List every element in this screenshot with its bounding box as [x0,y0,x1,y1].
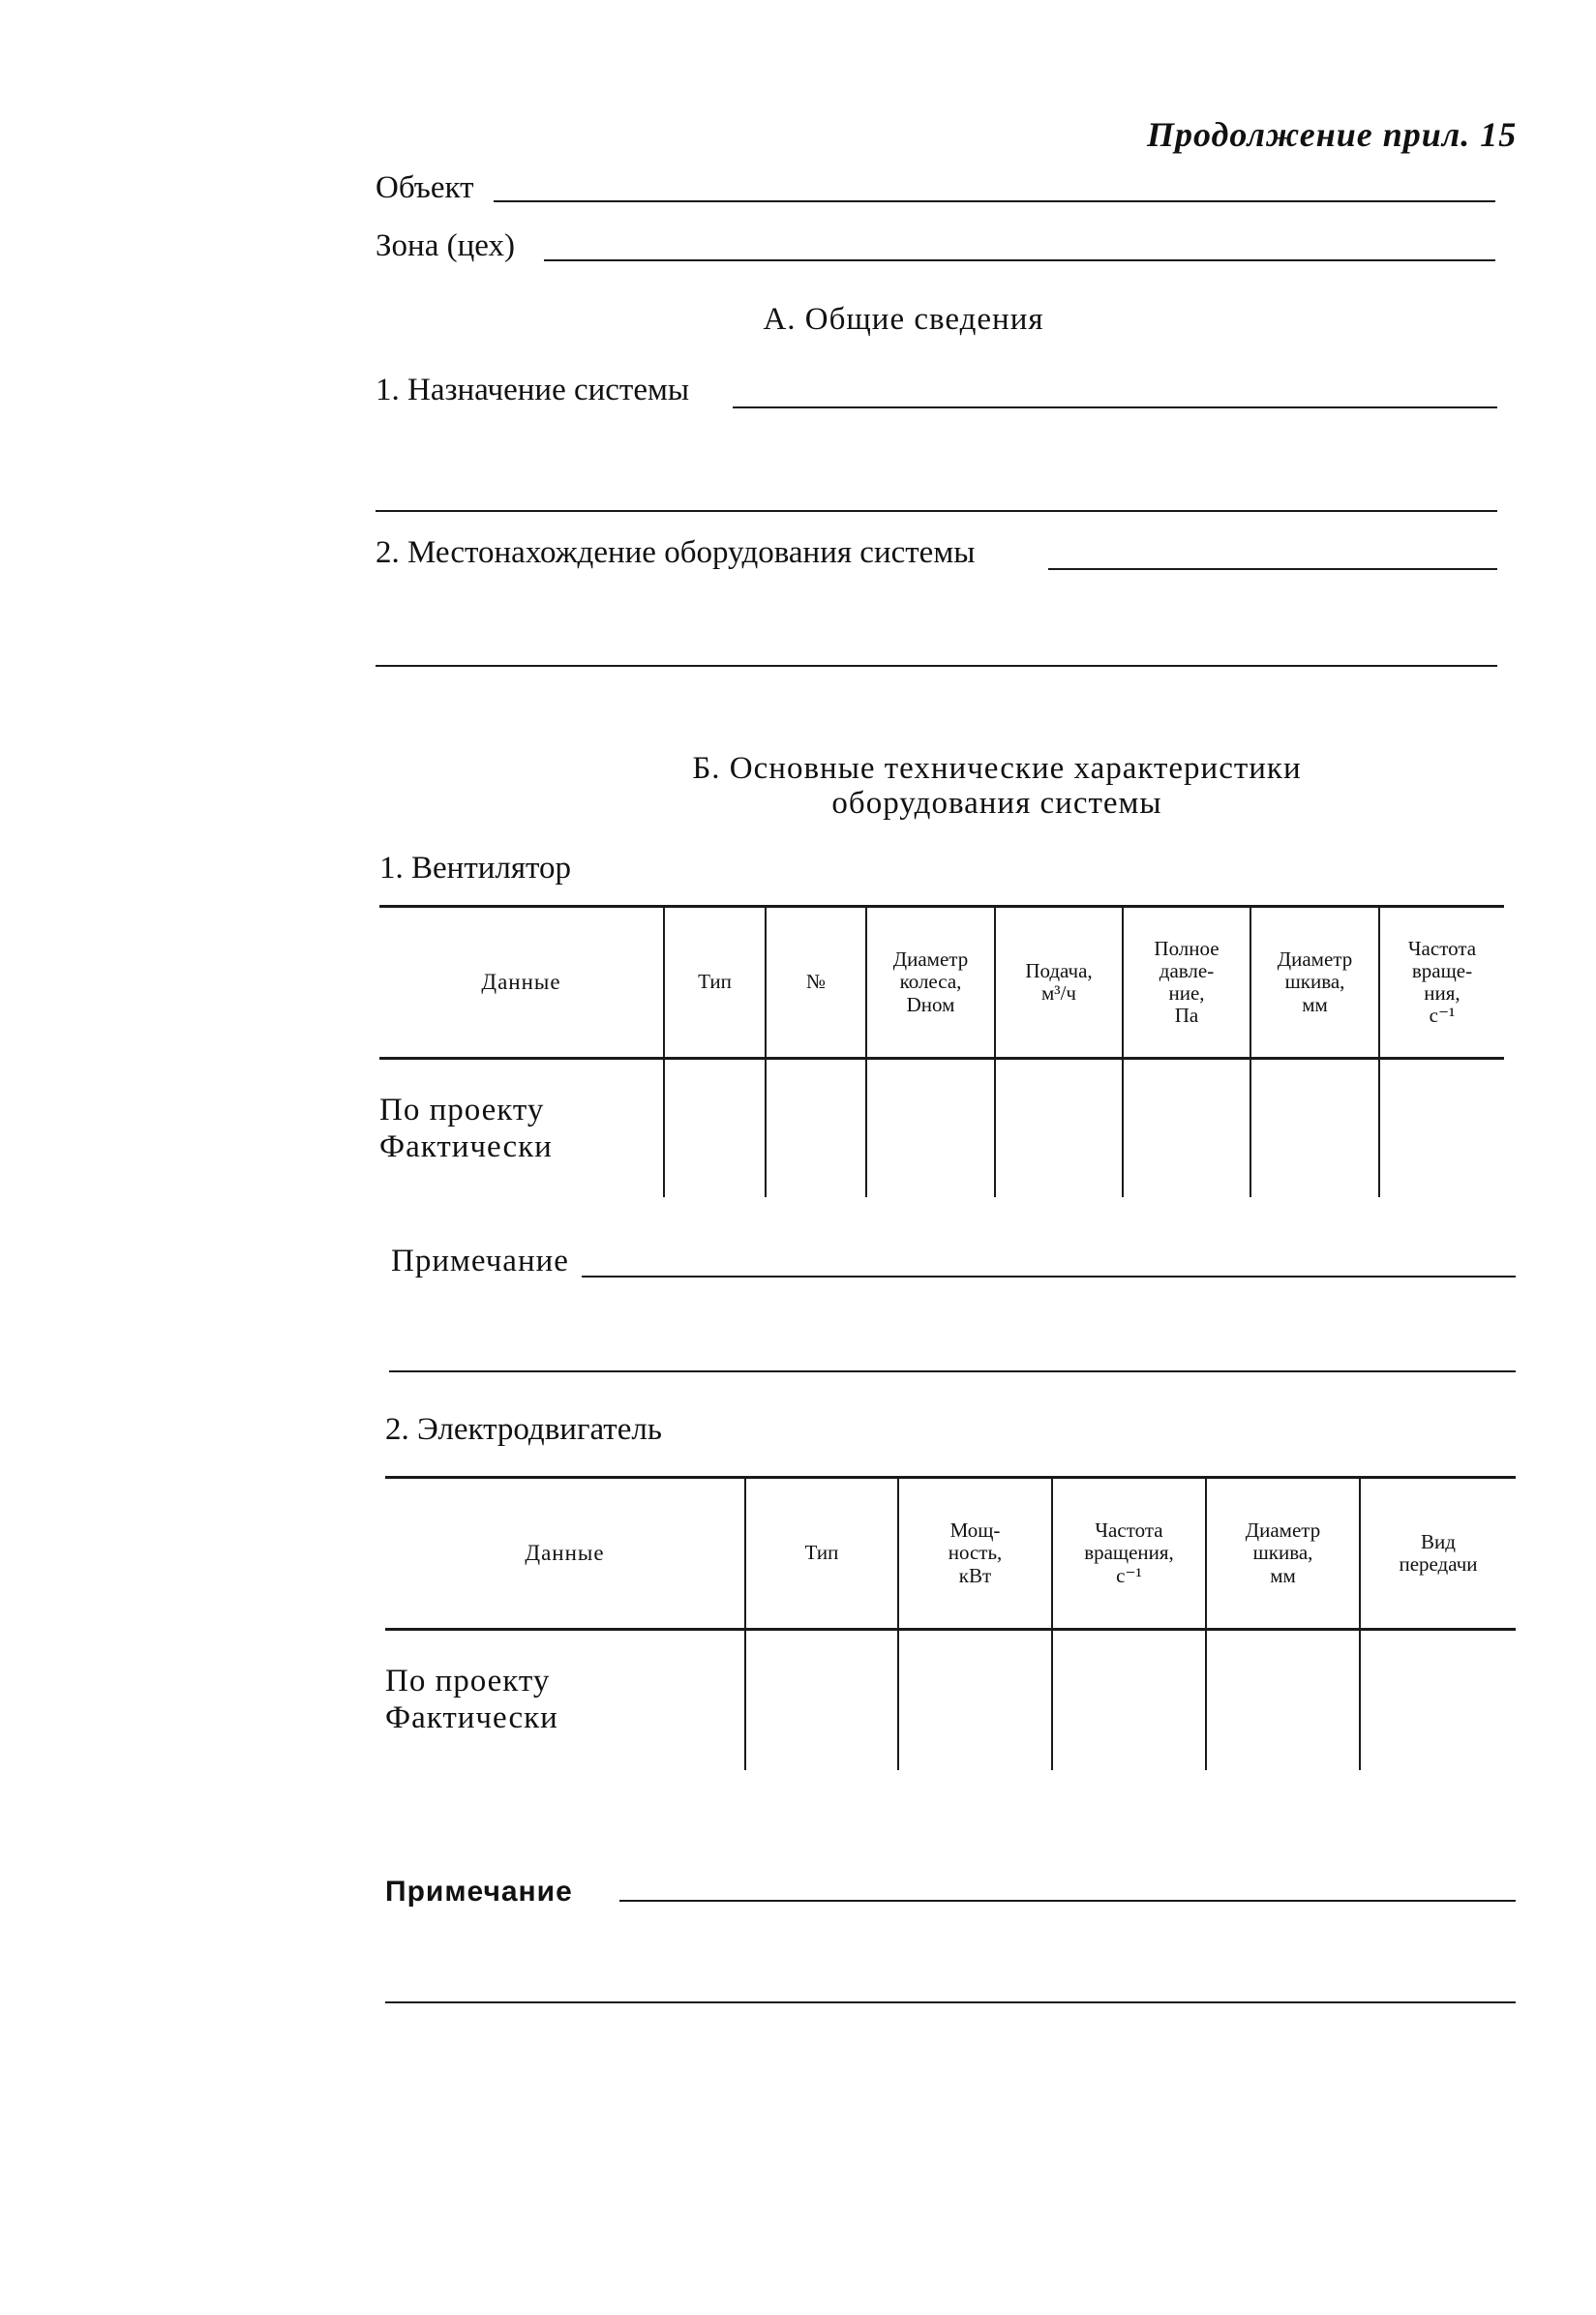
motor-col-type-line: Тип [804,1541,839,1565]
purpose-field-line[interactable] [733,406,1497,408]
motor-cell-pulley-diameter[interactable] [1206,1630,1360,1770]
location-field-line-2[interactable] [376,665,1497,667]
motor-row-by-project: По проекту [385,1664,551,1699]
fan-table [379,905,1504,1197]
section-b-title-line-1: Б. Основные технические характеристики [692,751,1302,786]
fan-col-data [379,907,664,1059]
motor-col-power-line: кВт [958,1563,992,1587]
continuation-note: Продолжение прил. 15 [1147,115,1518,154]
fan-col-flow-line: Подача, [1025,958,1093,982]
motor-col-transmission-line: передачи [1399,1552,1478,1576]
motor-col-transmission [1360,1478,1516,1630]
fan-note-label: Примечание [391,1244,569,1278]
motor-col-data [385,1478,745,1630]
zone-label: Зона (цех) [376,228,515,263]
fan-col-pulley-diameter-line: Диаметр [1277,947,1353,972]
motor-cell-rotation[interactable] [1052,1630,1206,1770]
fan-col-pressure-line: давле- [1159,958,1215,982]
fan-header-row [379,907,1504,1059]
motor-title: 2. Электродвигатель [385,1412,662,1447]
fan-col-wheel-diameter-line: Dном [906,992,955,1016]
motor-col-data-line: Данные [525,1541,605,1566]
fan-row-labels [379,1059,664,1197]
fan-row-actual: Фактически [379,1128,553,1164]
motor-col-transmission-line: Вид [1421,1529,1456,1553]
fan-col-pressure [1123,907,1250,1059]
motor-data-row [385,1630,1516,1770]
section-a-title: А. Общие сведения [763,302,1044,337]
fan-col-data-line: Данные [481,970,561,995]
fan-title: 1. Вентилятор [379,851,572,886]
fan-col-flow-line: м³/ч [1041,981,1076,1005]
fan-cell-pressure[interactable] [1123,1059,1250,1197]
section-b-title-line-2: оборудования системы [831,786,1162,822]
motor-col-rotation-line: вращения, [1084,1541,1174,1565]
fan-col-wheel-diameter [866,907,995,1059]
motor-cell-type[interactable] [745,1630,898,1770]
fan-cell-number[interactable] [766,1059,866,1197]
fan-col-wheel-diameter-line: колеса, [899,970,962,994]
motor-col-pulley-diameter [1206,1478,1360,1630]
motor-note-line-2[interactable] [385,2001,1516,2003]
fan-data-row [379,1059,1504,1197]
fan-col-rotation-line: враще- [1411,958,1473,982]
fan-row-by-project: По проекту [379,1093,545,1127]
fan-col-rotation-line: Частота [1407,936,1477,960]
motor-col-rotation [1052,1478,1206,1630]
fan-note-line[interactable] [582,1276,1516,1278]
fan-col-flow [995,907,1123,1059]
fan-col-pulley-diameter-line: шкива, [1284,970,1345,994]
fan-note-line-2[interactable] [389,1370,1516,1372]
motor-col-power [898,1478,1052,1630]
fan-col-rotation [1379,907,1504,1059]
motor-col-pulley-diameter-line: Диаметр [1245,1518,1321,1543]
fan-col-rotation-line: с⁻¹ [1429,1004,1456,1028]
fan-cell-wheel-diameter[interactable] [866,1059,995,1197]
fan-cell-flow[interactable] [995,1059,1123,1197]
motor-cell-power[interactable] [898,1630,1052,1770]
fan-col-type [664,907,766,1059]
motor-row-actual: Фактически [385,1699,558,1735]
fan-col-pressure-line: Па [1174,1004,1199,1028]
section-b-title [542,751,1452,822]
section-a-item-2: 2. Местонахождение оборудования системы [376,535,976,570]
fan-col-rotation-line: ния, [1424,981,1460,1005]
location-field-line[interactable] [1048,568,1497,570]
fan-col-pressure-line: ние, [1168,981,1205,1005]
zone-field-line[interactable] [544,259,1495,261]
fan-col-pulley-diameter [1250,907,1379,1059]
motor-col-pulley-diameter-line: шкива, [1252,1541,1313,1565]
motor-col-power-line: Мощ- [949,1518,1001,1543]
section-a-item-1: 1. Назначение системы [376,373,690,407]
fan-col-pressure-line: Полное [1154,936,1220,960]
fan-col-number [766,907,866,1059]
motor-col-pulley-diameter-line: мм [1270,1563,1296,1587]
motor-col-rotation-line: Частота [1095,1518,1163,1543]
purpose-field-line-2[interactable] [376,510,1497,512]
motor-table [385,1476,1516,1770]
fan-col-number-line: № [805,970,827,994]
motor-col-type [745,1478,898,1630]
fan-cell-type[interactable] [664,1059,766,1197]
motor-note-label: Примечание [385,1876,573,1908]
motor-col-power-line: ность, [948,1541,1003,1565]
fan-cell-rotation[interactable] [1379,1059,1504,1197]
fan-cell-pulley-diameter[interactable] [1250,1059,1379,1197]
fan-col-pulley-diameter-line: мм [1302,992,1328,1016]
motor-row-labels [385,1630,745,1770]
object-field-line[interactable] [494,200,1495,202]
motor-header-row [385,1478,1516,1630]
motor-note-line[interactable] [619,1900,1516,1902]
motor-cell-transmission[interactable] [1360,1630,1516,1770]
fan-col-type-line: Тип [698,970,732,994]
object-label: Объект [376,170,474,205]
fan-col-wheel-diameter-line: Диаметр [892,947,969,972]
motor-col-rotation-line: с⁻¹ [1116,1563,1142,1587]
